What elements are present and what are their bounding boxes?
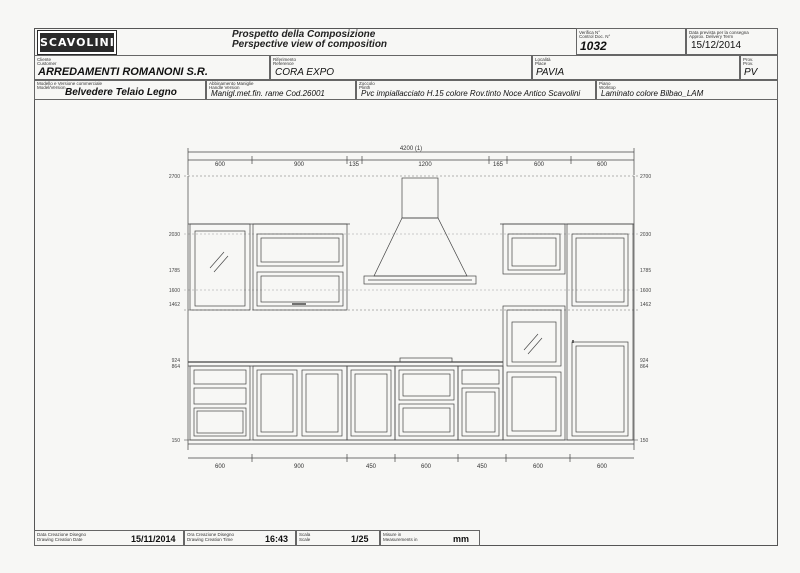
- total-width-label: 4200 (1): [399, 146, 423, 152]
- top-dim-0: 600: [214, 162, 226, 168]
- oven: [507, 310, 561, 366]
- left-height-4: 1462: [168, 302, 180, 308]
- right-height-1: 2030: [640, 232, 652, 238]
- prov-value: PV: [744, 67, 758, 78]
- top-dim-4: 165: [492, 162, 504, 168]
- handle-cell: Abbinamento Maniglie Handle Version Manigl.met.fin. rame Cod.26001: [206, 80, 356, 100]
- wall-cabinet-glass: [190, 224, 250, 310]
- base-hob-drawers: [395, 366, 458, 440]
- prov-cell: Prov. Prov. PV: [740, 55, 778, 80]
- created-date-value: 15/11/2014: [131, 534, 176, 544]
- scale-cell: Scala Scale 1/25: [296, 530, 380, 546]
- right-height-2: 1785: [640, 268, 652, 274]
- right-height-3: 1600: [640, 288, 652, 294]
- base-single-door: [347, 366, 395, 440]
- bottom-dim-6: 600: [596, 464, 608, 470]
- bottom-dim-4: 450: [476, 464, 488, 470]
- title-italian: Prospetto della Composizione: [232, 29, 376, 40]
- base-drawers-left: [190, 366, 250, 440]
- top-dim-1: 900: [293, 162, 305, 168]
- delivery-cell: Data prevista per la consegna Approx. Delivery Term 15/12/2014: [686, 28, 778, 55]
- top-dim-3: 1200: [418, 162, 432, 168]
- right-height-5: 924: [640, 358, 649, 364]
- reference-cell: Riferimento Reference CORA EXPO: [270, 55, 532, 80]
- left-height-3: 1600: [168, 288, 180, 294]
- plinth-cell: Zoccolo Plinth Pvc impiallacciato H.15 colore Rov.tinto Noce Antico Scavolini: [356, 80, 596, 100]
- kitchen-elevation-drawing: [34, 100, 778, 520]
- title-english: Perspective view of composition: [232, 39, 388, 50]
- delivery-value: 15/12/2014: [691, 40, 742, 51]
- left-height-2: 1785: [168, 268, 180, 274]
- right-height-7: 150: [640, 438, 649, 444]
- left-height-1: 2030: [168, 232, 180, 238]
- worktop-cell: Piano Worktop Laminato colore Bilbao_LAM: [596, 80, 778, 100]
- verifica-value: 1032: [580, 39, 607, 53]
- bottom-dim-5: 600: [532, 464, 544, 470]
- right-height-6: 864: [640, 364, 649, 370]
- left-height-7: 150: [171, 438, 180, 444]
- base-narrow-door: [458, 366, 503, 440]
- model-cell: Modello e Versione commerciale Model/Version Belvedere Telaio Legno: [34, 80, 206, 100]
- bottom-dim-1: 900: [293, 464, 305, 470]
- top-dim-2: 135: [348, 162, 360, 168]
- top-dim-6: 600: [596, 162, 608, 168]
- client-cell: Cliente Customer ARREDAMENTI ROMANONI S.R.: [34, 55, 270, 80]
- wall-cabinet-double: [253, 224, 347, 310]
- top-dim-5: 600: [533, 162, 545, 168]
- left-height-0: 2700: [168, 174, 180, 180]
- created-time-value: 16:43: [265, 534, 289, 544]
- place-value: PAVIA: [536, 67, 565, 78]
- bottom-dim-0: 600: [214, 464, 226, 470]
- scale-value: 1/25: [351, 534, 369, 544]
- right-height-0: 2700: [640, 174, 652, 180]
- units-cell: Misure in Measurements in mm: [380, 530, 480, 546]
- base-double-door: [253, 366, 347, 440]
- created-time-cell: Ora Creazione Disegno Drawing Creation Time 16:43: [184, 530, 296, 546]
- range-hood: [374, 218, 467, 276]
- reference-value: CORA EXPO: [275, 67, 335, 78]
- model-value: Belvedere Telaio Legno: [65, 87, 177, 98]
- left-height-5: 924: [171, 358, 180, 364]
- plinth-value: Pvc impiallacciato H.15 colore Rov.tinto Noce Antico Scavolini: [361, 89, 581, 98]
- place-cell: Località Place PAVIA: [532, 55, 740, 80]
- verifica-cell: Verifica N° Control Doc. N° 1032: [576, 28, 686, 55]
- scavolini-logo: SCAVOLINI: [38, 31, 116, 54]
- bottom-dim-3: 600: [420, 464, 432, 470]
- bottom-dim-2: 450: [365, 464, 377, 470]
- left-height-6: 864: [171, 364, 180, 370]
- worktop-value: Laminato colore Bilbao_LAM: [601, 89, 704, 98]
- hood-chimney: [402, 178, 438, 218]
- created-date-cell: Data Creazione Disegno Drawing Creation Date 15/11/2014: [34, 530, 184, 546]
- right-height-4: 1462: [640, 302, 652, 308]
- title-block: [232, 30, 387, 50]
- handle-value: Manigl.met.fin. rame Cod.26001: [211, 89, 325, 98]
- units-value: mm: [453, 534, 470, 544]
- tall-cabinet: [567, 224, 633, 440]
- client-value: ARREDAMENTI ROMANONI S.R.: [38, 66, 208, 78]
